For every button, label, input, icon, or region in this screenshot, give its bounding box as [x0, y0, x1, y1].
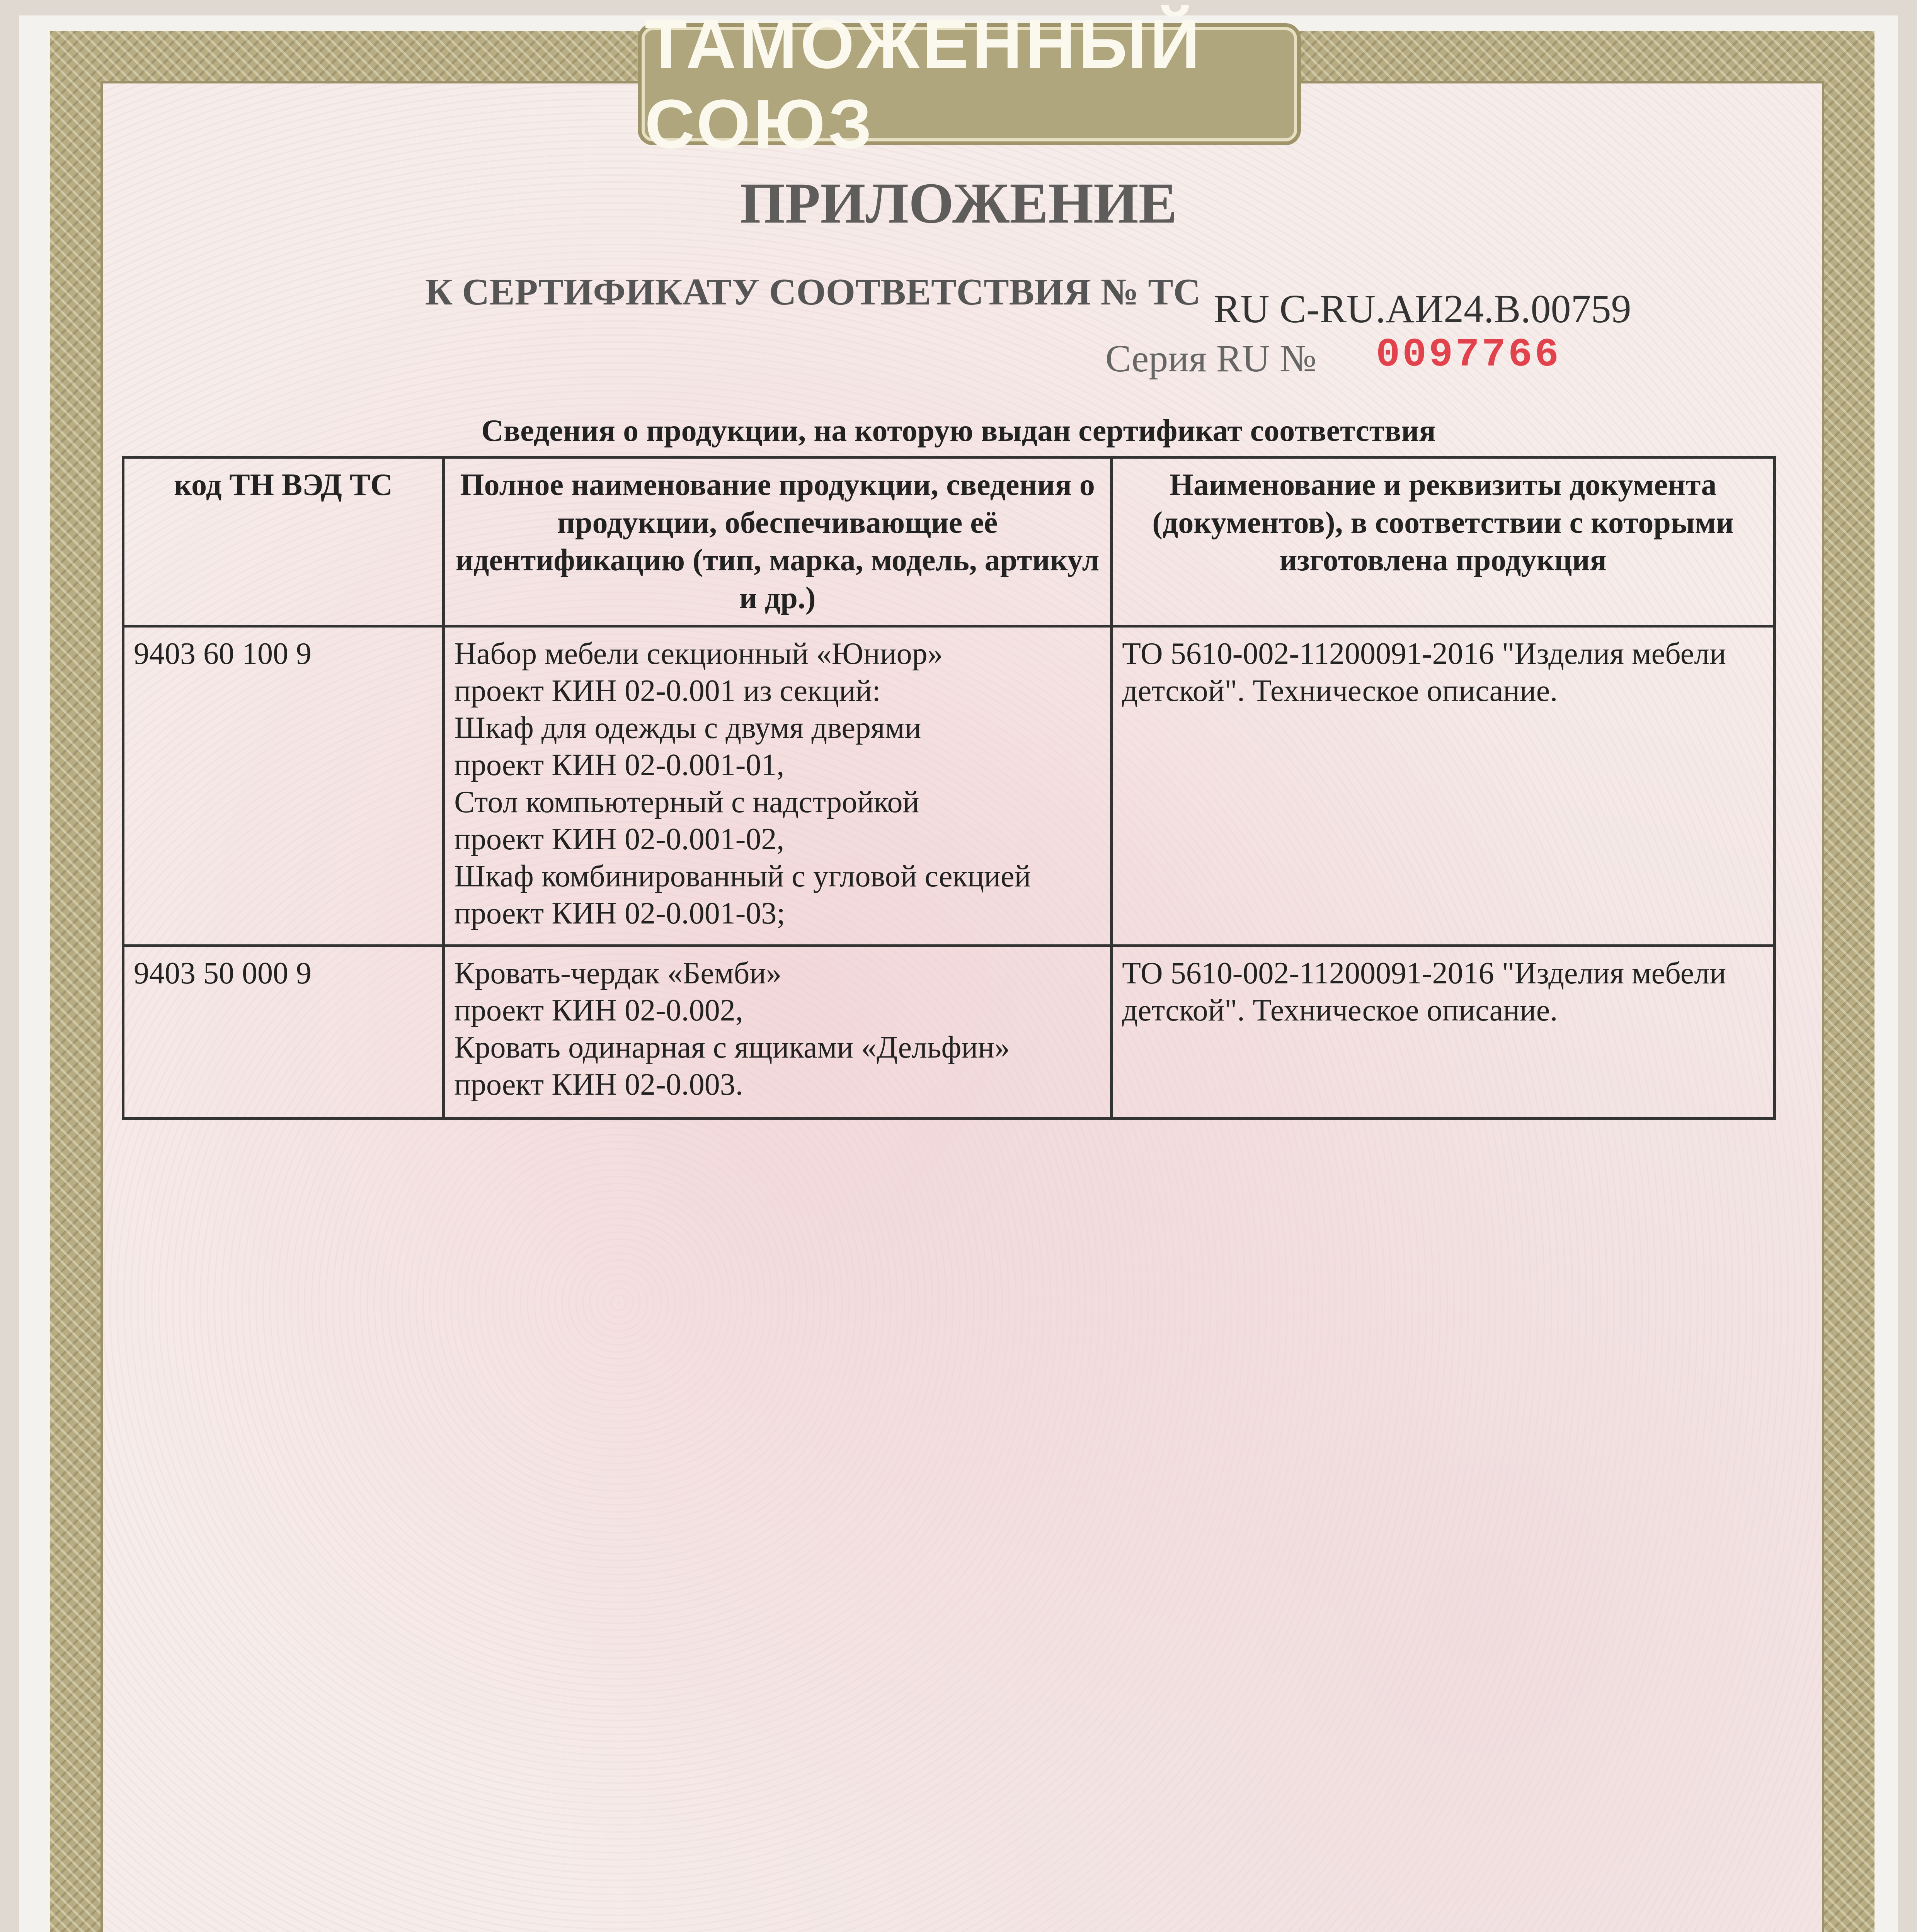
name-line: проект КИН 02-0.001 из секций:	[454, 674, 881, 708]
header-name: Полное наименование продукции, сведения о продукции, обеспечивающие её идентификацию (тип, марка, модель, артикул и др.)	[444, 457, 1112, 626]
products-table	[122, 456, 1776, 1120]
cell-name	[444, 626, 1112, 946]
banner-text: ТАМОЖЕННЫЙ СОЮЗ	[645, 5, 1203, 163]
name-line: проект КИН 02-0.002,	[454, 993, 743, 1028]
cell-code: 9403 50 000 9	[123, 946, 444, 1119]
table-row	[123, 626, 1775, 946]
name-line: Набор мебели секционный «Юниор»	[454, 637, 943, 671]
name-line: проект КИН 02-0.001-03;	[454, 896, 785, 931]
table-caption: Сведения о продукции, на которую выдан сертификат соответствия	[481, 414, 1436, 448]
table-header-row	[123, 457, 1775, 626]
header-code: код ТН ВЭД ТС	[123, 457, 444, 626]
certificate-label: К СЕРТИФИКАТУ СООТВЕТСТВИЯ № ТС	[425, 271, 1201, 313]
page-title: ПРИЛОЖЕНИЕ	[740, 171, 1177, 235]
name-line: Кровать-чердак «Бемби»	[454, 956, 782, 991]
cell-code: 9403 60 100 9	[123, 626, 444, 946]
certificate-number: RU C-RU.АИ24.В.00759	[1214, 287, 1631, 331]
name-line: Кровать одинарная с ящиками «Дельфин»	[454, 1031, 1010, 1065]
name-line: Шкаф комбинированный с угловой секцией	[454, 859, 1031, 894]
series-label: Серия RU №	[1105, 337, 1317, 380]
name-line: Шкаф для одежды с двумя дверями	[454, 711, 921, 745]
cell-name	[444, 946, 1112, 1119]
table-row	[123, 946, 1775, 1119]
name-line: проект КИН 02-0.001-02,	[454, 822, 785, 857]
customs-union-banner	[642, 5, 1297, 163]
name-line: проект КИН 02-0.003.	[454, 1068, 743, 1102]
name-line: проект КИН 02-0.001-01,	[454, 748, 785, 782]
header-document: Наименование и реквизиты документа (документов), в соответствии с которыми изготовлена продукция	[1112, 457, 1775, 626]
name-line: Стол компьютерный с надстройкой	[454, 785, 919, 820]
series-number: 0097766	[1376, 332, 1561, 378]
cell-document: ТО 5610-002-11200091-2016 "Изделия мебели детской". Техническое описание.	[1112, 626, 1775, 946]
cell-document: ТО 5610-002-11200091-2016 "Изделия мебели детской". Техническое описание.	[1112, 946, 1775, 1119]
